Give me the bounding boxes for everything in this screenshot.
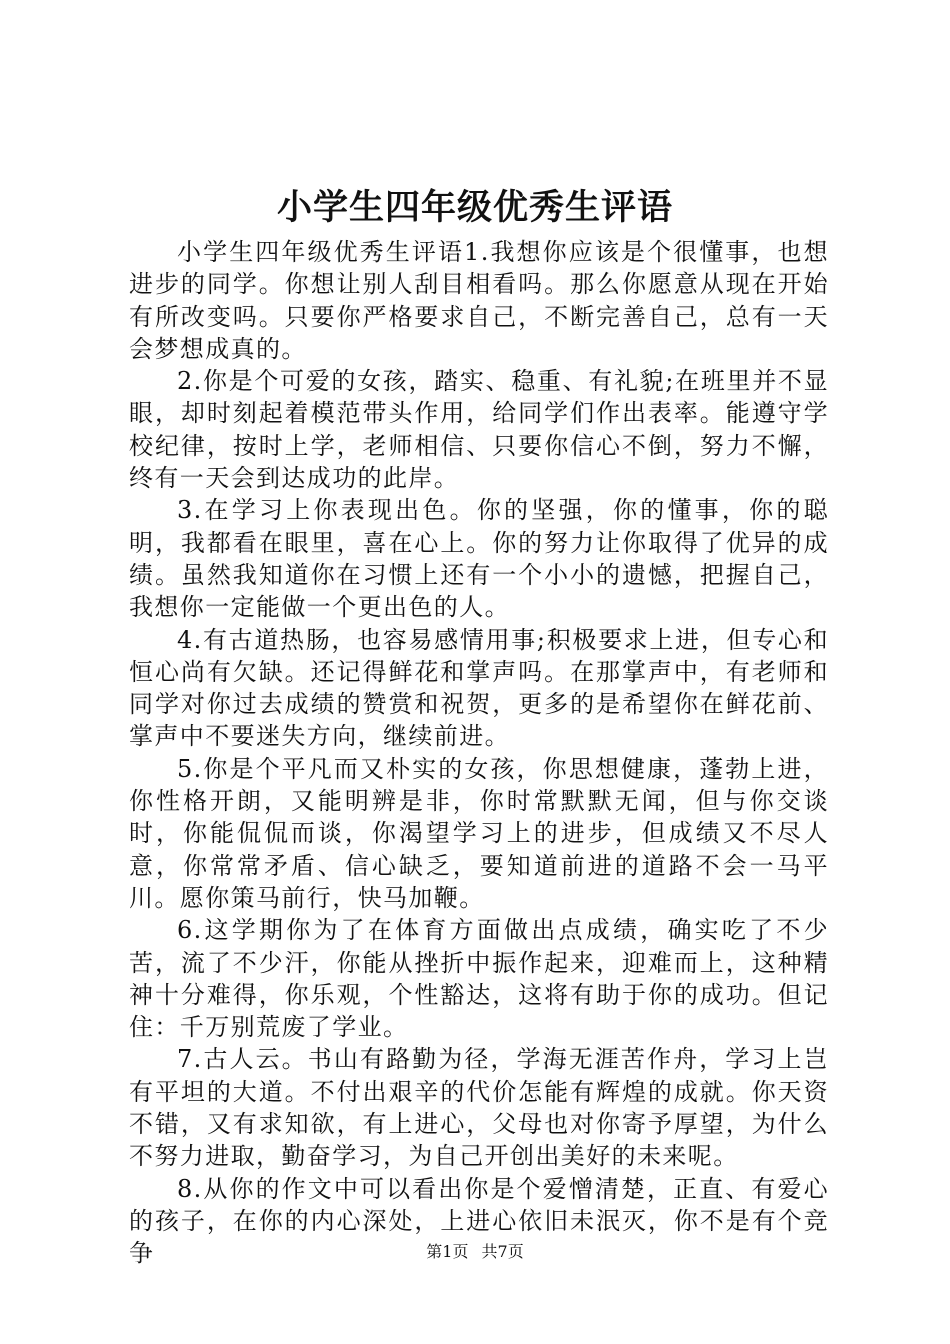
page-total: 共7页 bbox=[481, 1242, 524, 1261]
paragraph-4: 4.有古道热肠，也容易感情用事;积极要求上进，但专心和恒心尚有欠缺。还记得鲜花和掌声吗。在那掌声中，有老师和同学对你过去成绩的赞赏和祝贺，更多的是希望你在鲜花前、掌声中不要迷失方向，继续前进。 bbox=[129, 625, 829, 751]
paragraph-7: 7.古人云。书山有路勤为径，学海无涯苦作舟，学习上岂有平坦的大道。不付出艰辛的代价怎能有辉煌的成就。你天资不错，又有求知欲，有上进心，父母也对你寄予厚望，为什么不努力进取，勤奋学习，为自己开创出美好的未来呢。 bbox=[129, 1045, 829, 1171]
paragraph-5: 5.你是个平凡而又朴实的女孩，你思想健康，蓬勃上进，你性格开朗，又能明辨是非，你时常默默无闻，但与你交谈时，你能侃侃而谈，你渴望学习上的进步，但成绩又不尽人意，你常常矛盾、信心缺乏，要知道前进的道路不会一马平川。愿你策马前行，快马加鞭。 bbox=[129, 754, 829, 912]
paragraph-2: 2.你是个可爱的女孩，踏实、稳重、有礼貌;在班里并不显眼，却时刻起着模范带头作用，给同学们作出表率。能遵守学校纪律，按时上学，老师相信、只要你信心不倒，努力不懈，终有一天会到达成功的此岸。 bbox=[129, 367, 829, 493]
page-number: 第1页 bbox=[426, 1242, 469, 1261]
document-body bbox=[129, 236, 829, 1270]
paragraph-6: 6.这学期你为了在体育方面做出点成绩，确实吃了不少苦，流了不少汗，你能从挫折中振作起来，迎难而上，这种精神十分难得，你乐观，个性豁达，这将有助于你的成功。但记住：千万别荒废了学业。 bbox=[129, 916, 829, 1042]
paragraph-8: 8.从你的作文中可以看出你是个爱憎清楚，正直、有爱心的孩子，在你的内心深处，上进心依旧未泯灭，你不是有个竞争 bbox=[129, 1174, 829, 1268]
paragraph-3: 3.在学习上你表现出色。你的坚强，你的懂事，你的聪明，我都看在眼里，喜在心上。你的努力让你取得了优异的成绩。虽然我知道你在习惯上还有一个小小的遗憾，把握自己，我想你一定能做一个更出色的人。 bbox=[129, 496, 829, 622]
document-title: 小学生四年级优秀生评语 bbox=[276, 187, 673, 228]
paragraph-1: 小学生四年级优秀生评语1.我想你应该是个很懂事，也想进步的同学。你想让别人刮目相看吗。那么你愿意从现在开始有所改变吗。只要你严格要求自己，不断完善自己，总有一天会梦想成真的。 bbox=[129, 238, 829, 363]
page-footer bbox=[0, 1242, 950, 1262]
